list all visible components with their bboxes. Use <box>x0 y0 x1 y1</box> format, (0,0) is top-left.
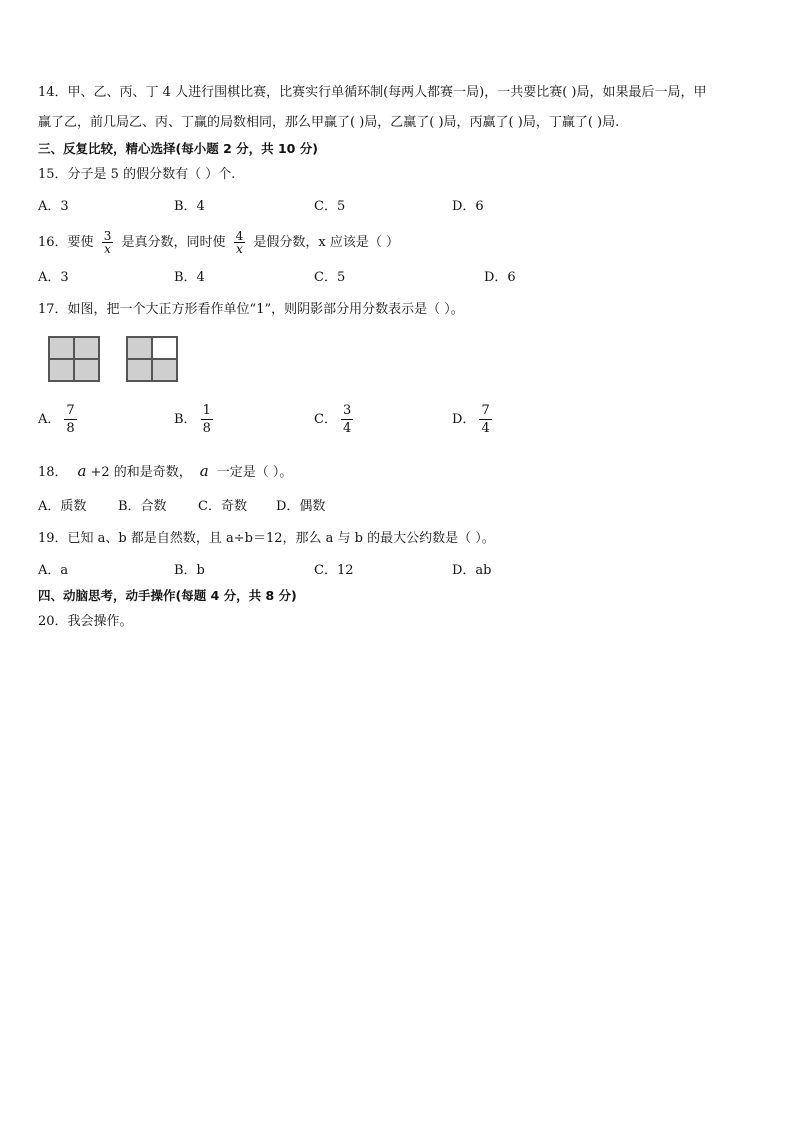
fig2-cell-4-shaded <box>152 359 176 380</box>
q18-prefix: 18． <box>38 465 68 480</box>
fig1-cell-1-shaded <box>50 338 74 359</box>
q16-option-b[interactable]: B．4 <box>174 270 205 285</box>
fig2-cell-3-shaded <box>128 359 152 380</box>
q16-mid: 是真分数，同时使 <box>121 235 226 250</box>
q18-option-c[interactable]: C．奇数 <box>198 499 247 514</box>
q17-option-b-den: 8 <box>202 421 211 436</box>
q17-option-d-den: 4 <box>481 421 490 436</box>
q17-option-a-letter: A． <box>38 412 61 427</box>
q19-stem: 19．已知 a、b 都是自然数，且 a÷b＝12，那么 a 与 b 的最大公约数是（ ）。 <box>38 531 495 546</box>
q17-option-a-den: 8 <box>66 421 75 436</box>
q18-option-b[interactable]: B．合数 <box>118 499 167 514</box>
q16-frac2-denominator: x <box>236 242 243 256</box>
section3-heading: 三、反复比较，精心选择(每小题 2 分，共 10 分) <box>38 141 318 156</box>
q15-option-d[interactable]: D．6 <box>452 199 484 214</box>
q18-suffix: 一定是（ ）。 <box>216 465 293 480</box>
q17-stem: 17．如图，把一个大正方形看作单位“1”，则阴影部分用分数表示是（ ）。 <box>38 302 464 317</box>
q17-option-b-num: 1 <box>202 403 211 418</box>
q15-option-c[interactable]: C．5 <box>314 199 346 214</box>
q17-option-c[interactable] <box>314 400 357 440</box>
q17-option-a-fraction <box>64 402 76 437</box>
q18-option-a[interactable]: A．质数 <box>38 499 87 514</box>
q16-stem <box>38 228 399 258</box>
q17-option-d-fraction <box>479 402 491 437</box>
fig1-cell-2-shaded <box>74 338 98 359</box>
fig1-cell-4-shaded <box>74 359 98 380</box>
q16-fraction-3-over-x <box>102 230 114 255</box>
q15-option-a[interactable]: A．3 <box>38 199 69 214</box>
q17-option-b-fraction <box>201 402 213 437</box>
q19-option-c[interactable]: C．12 <box>314 563 354 578</box>
fig2-cell-1-shaded <box>128 338 152 359</box>
q17-option-c-num: 3 <box>342 403 352 418</box>
q17-option-d-letter: D． <box>452 412 476 427</box>
q14-line1: 14．甲、乙、丙、丁 4 人进行围棋比赛，比赛实行单循环制(每两人都赛一局)，一共要比赛( )局，如果最后一局，甲 <box>38 85 707 100</box>
q16-fraction-4-over-x <box>234 230 246 255</box>
q17-figure-full-square <box>48 336 100 382</box>
q19-option-a[interactable]: A．a <box>38 563 69 578</box>
q17-option-d[interactable] <box>452 400 496 440</box>
q18-variable-a: a <box>77 462 87 480</box>
q16-option-c[interactable]: C．5 <box>314 270 346 285</box>
q17-option-c-letter: C． <box>314 412 337 427</box>
q17-option-a[interactable] <box>38 400 81 440</box>
fig2-cell-2-blank <box>152 338 176 359</box>
q18-mid: +2 的和是奇数， <box>90 465 192 480</box>
q16-option-a[interactable]: A．3 <box>38 270 69 285</box>
q16-frac1-numerator: 3 <box>103 229 112 243</box>
q17-option-d-num: 7 <box>481 403 490 418</box>
q20-stem: 20．我会操作。 <box>38 614 133 629</box>
q19-option-b[interactable]: B．b <box>174 563 205 578</box>
q16-prefix: 16．要使 <box>38 235 94 250</box>
q18-stem <box>38 460 292 484</box>
q17-option-a-num: 7 <box>66 403 75 418</box>
q17-option-b-letter: B． <box>174 412 197 427</box>
q17-figure-three-quarter-square <box>126 336 178 382</box>
q17-option-c-fraction <box>341 402 353 437</box>
q16-option-d[interactable]: D．6 <box>484 270 516 285</box>
fig1-horizontal-divider <box>50 358 98 360</box>
fig2-horizontal-divider <box>128 358 176 360</box>
q16-suffix: 是假分数，x 应该是（ ） <box>253 235 400 250</box>
q15-option-b[interactable]: B．4 <box>174 199 205 214</box>
q18-option-d[interactable]: D．偶数 <box>276 499 326 514</box>
fig1-cell-3-shaded <box>50 359 74 380</box>
q19-option-d[interactable]: D．ab <box>452 563 492 578</box>
q18-variable-a-2: a <box>199 462 209 480</box>
q14-line2: 赢了乙，前几局乙、丙、丁赢的局数相同，那么甲赢了( )局，乙赢了( )局，丙赢了( )局，丁赢了( )局. <box>38 115 620 130</box>
q17-option-c-den: 4 <box>342 421 352 436</box>
q17-option-b[interactable] <box>174 400 217 440</box>
q16-frac2-numerator: 4 <box>235 229 244 243</box>
q15-stem: 15．分子是 5 的假分数有（ ）个. <box>38 167 236 182</box>
section4-heading: 四、动脑思考，动手操作(每题 4 分，共 8 分) <box>38 588 297 603</box>
q16-frac1-denominator: x <box>104 242 111 256</box>
